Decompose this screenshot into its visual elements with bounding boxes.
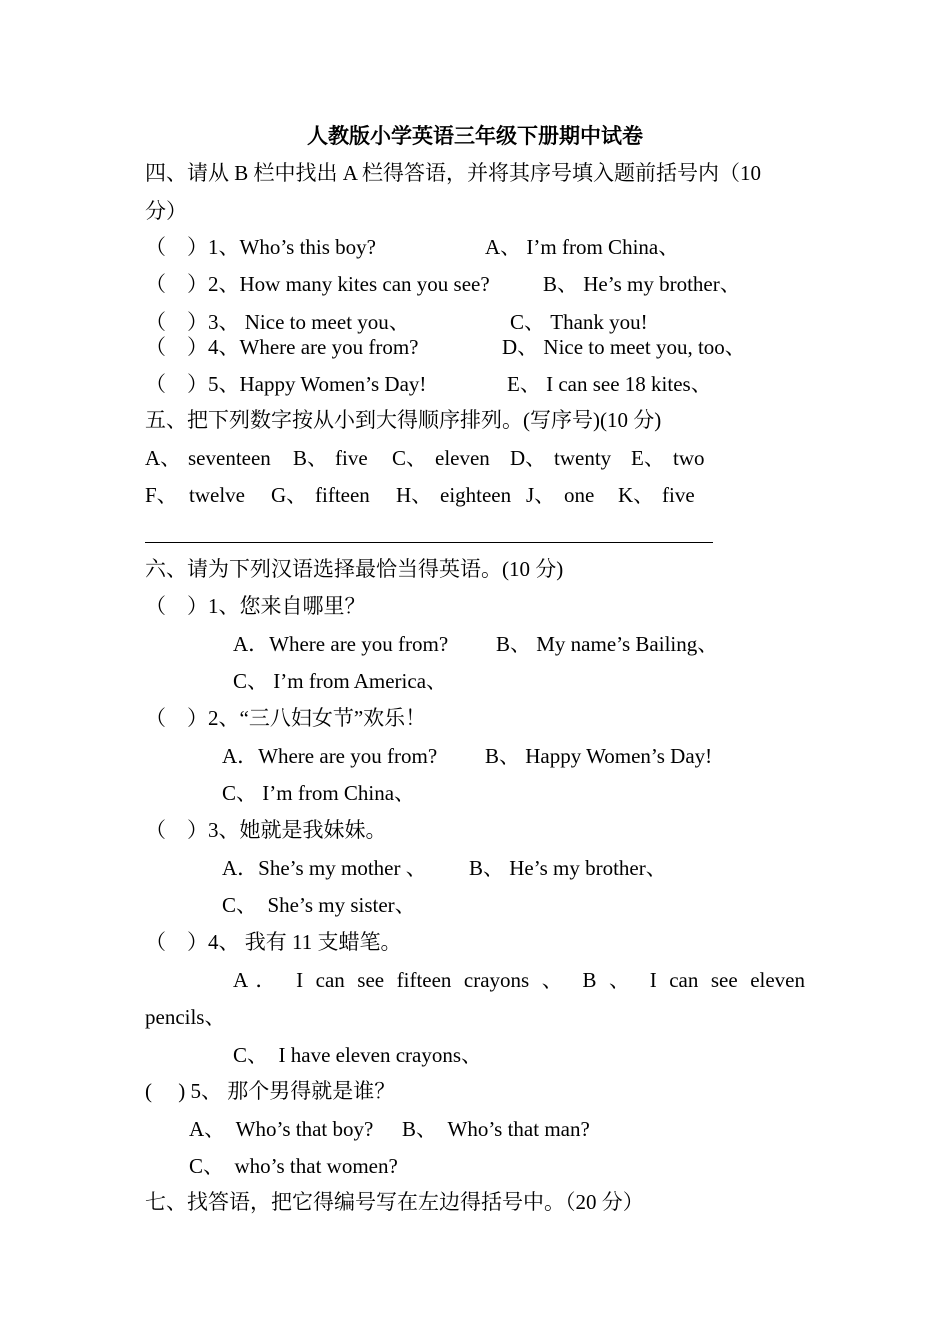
- number-label: C、: [392, 446, 428, 470]
- number-label: A、: [145, 446, 182, 470]
- option-c: C、 who’s that women?: [189, 1154, 398, 1178]
- page-title: 人教版小学英语三年级下册期中试卷: [307, 124, 643, 148]
- match-question-3: （ ）3、 Nice to meet you、: [145, 310, 410, 334]
- match-answer-a: A、 I’m from China、: [485, 235, 680, 259]
- section6-heading: 六、请为下列汉语选择最恰当得英语。(10 分): [145, 557, 564, 581]
- number-label: G、: [271, 483, 308, 507]
- number-label: K、: [618, 483, 655, 507]
- number-label: E、: [631, 446, 665, 470]
- choice-question-2: （ ）2、“三八妇女节”欢乐！: [145, 706, 427, 730]
- number-word: twelve: [189, 483, 245, 507]
- section4-heading: 四、请从 B 栏中找出 A 栏得答语，并将其序号填入题前括号内（10: [145, 161, 762, 185]
- match-question-2: （ ）2、How many kites can you see?: [145, 272, 490, 296]
- number-word: fifteen: [315, 483, 370, 507]
- option-b-cont: pencils、: [145, 1005, 226, 1029]
- option-b: B、 My name’s Bailing、: [496, 632, 719, 656]
- option-a: A．She’s my mother 、: [222, 856, 427, 880]
- match-answer-e: E、 I can see 18 kites、: [507, 372, 712, 396]
- number-word: five: [662, 483, 695, 507]
- match-question-4: （ ）4、Where are you from?: [145, 335, 419, 359]
- number-word: eighteen: [440, 483, 512, 507]
- number-label: B、: [293, 446, 329, 470]
- match-answer-d: D、 Nice to meet you, too、: [502, 335, 746, 359]
- choice-question-3: （ ）3、她就是我妹妹。: [145, 818, 387, 842]
- option-c: C、 I’m from America、: [233, 669, 448, 693]
- option-b: B、 Happy Women’s Day!: [485, 744, 713, 768]
- option-b: B、 Who’s that man?: [402, 1117, 590, 1141]
- option-ab-line: A． I can see fifteen crayons 、 B 、 I can see eleven: [233, 968, 805, 992]
- choice-question-1: （ ）1、您来自哪里？: [145, 594, 366, 618]
- choice-question-5: ( ) 5、 那个男得就是谁？: [145, 1079, 396, 1103]
- number-label: D、: [510, 446, 547, 470]
- match-question-5: （ ）5、Happy Women’s Day!: [145, 372, 427, 396]
- number-word: twenty: [554, 446, 612, 470]
- section7-heading: 七、找答语，把它得编号写在左边得括号中。（20 分）: [145, 1190, 644, 1214]
- match-answer-c: C、 Thank you!: [510, 310, 648, 334]
- option-c: C、 I’m from China、: [222, 781, 416, 805]
- match-answer-b: B、 He’s my brother、: [543, 272, 741, 296]
- number-word: eleven: [435, 446, 490, 470]
- match-question-1: （ ）1、Who’s this boy?: [145, 235, 376, 259]
- number-word: five: [335, 446, 368, 470]
- option-c: C、 She’s my sister、: [222, 893, 416, 917]
- number-word: one: [564, 483, 595, 507]
- option-a: A．Where are you from?: [233, 632, 449, 656]
- number-label: J、: [526, 483, 556, 507]
- option-c: C、 I have eleven crayons、: [233, 1043, 482, 1067]
- number-word: two: [673, 446, 705, 470]
- choice-question-4: （ ）4、 我有 11 支蜡笔。: [145, 930, 402, 954]
- section5-heading: 五、把下列数字按从小到大得顺序排列。(写序号)(10 分): [145, 408, 662, 432]
- number-label: H、: [396, 483, 433, 507]
- option-b: B、 He’s my brother、: [469, 856, 667, 880]
- option-a: A、 Who’s that boy?: [189, 1117, 374, 1141]
- option-a: A．Where are you from?: [222, 744, 438, 768]
- number-label: F、: [145, 483, 178, 507]
- section4-heading-cont: 分）: [145, 199, 187, 223]
- number-word: seventeen: [188, 446, 271, 470]
- answer-line: [145, 542, 713, 543]
